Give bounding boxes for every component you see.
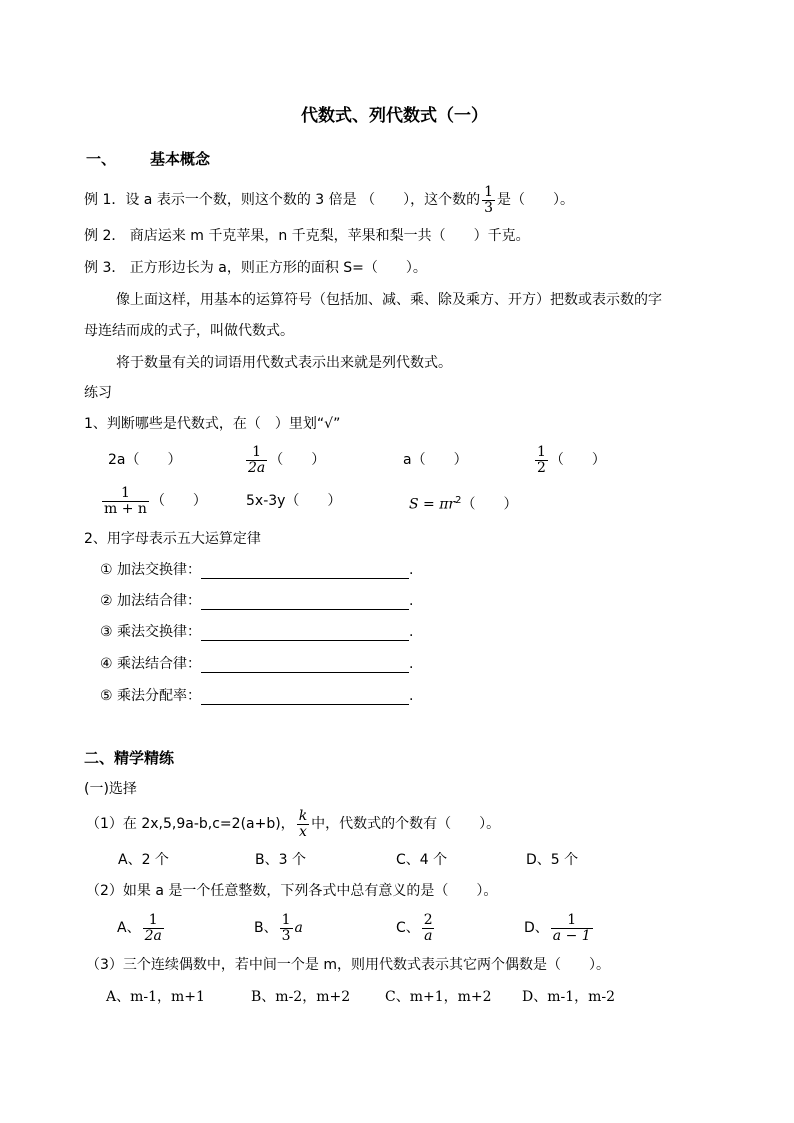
answer-blank[interactable]	[201, 595, 409, 610]
fraction-numerator: 1	[281, 911, 291, 928]
example-1-text-a: 例 1．设 a 表示一个数，则这个数的 3 倍是 （ ），这个数的	[84, 192, 481, 208]
practice-label: 练习	[84, 385, 112, 401]
law-row-4	[100, 655, 413, 673]
practice-item-area-formula	[409, 492, 518, 514]
answer-paren: （ ）	[150, 493, 207, 509]
option-letter: B、	[254, 920, 278, 936]
fraction-denominator: 3	[484, 199, 494, 216]
answer-blank[interactable]	[201, 564, 409, 579]
fraction-one-third	[482, 185, 495, 216]
subsection-label: (一)选择	[84, 781, 137, 797]
law-label: ① 加法交换律：	[100, 562, 202, 578]
example-2: 例 2． 商店运来 m 千克苹果，n 千克梨，苹果和梨一共（ ）千克。	[84, 228, 530, 244]
option-d[interactable]: D、5 个	[526, 852, 579, 868]
practice-item-frac-1-2a	[244, 441, 325, 479]
fraction-denominator: 2	[537, 459, 546, 476]
fraction-k-over-x	[297, 809, 309, 840]
answer-blank[interactable]	[201, 690, 409, 705]
question-text-a: （1）在 2x,5,9a-b,c=2(a+b)，	[86, 816, 295, 832]
fraction	[280, 913, 293, 944]
formula-exponent: 2	[455, 495, 462, 506]
choice-question-2: （2）如果 a 是一个任意整数，下列各式中总有意义的是（ ）。	[86, 883, 498, 899]
fraction	[535, 445, 548, 476]
definition-line-2: 母连结而成的式子，叫做代数式。	[84, 323, 294, 339]
practice-item-2a: 2a（ ）	[108, 452, 182, 468]
choice-question-1	[86, 805, 500, 843]
option-c[interactable]: C、m+1，m+2	[385, 989, 492, 1005]
fraction	[102, 486, 149, 517]
option-variable: a	[294, 920, 303, 936]
fraction-denominator: m + n	[104, 500, 147, 517]
law-period: .	[409, 593, 414, 609]
law-row-1	[100, 561, 413, 579]
section-heading: 基本概念	[150, 150, 211, 168]
answer-blank[interactable]	[201, 658, 409, 673]
question-text-b: 中，代数式的个数有（ ）。	[311, 816, 501, 832]
option-b[interactable]: B、3 个	[255, 852, 306, 868]
definition-line-1: 像上面这样，用基本的运算符号（包括加、减、乘、除及乘方、开方）把数或表示数的字	[116, 292, 662, 308]
practice-item-a: a（ ）	[403, 452, 468, 468]
answer-blank[interactable]	[201, 626, 409, 641]
law-row-2	[100, 592, 413, 610]
fraction-denominator: a − 1	[552, 927, 591, 944]
fraction-numerator: 1	[148, 911, 158, 928]
option-a[interactable]	[117, 909, 166, 947]
fraction	[422, 913, 435, 944]
option-letter: D、	[524, 920, 549, 936]
law-row-5	[100, 687, 413, 705]
fraction-denominator: a	[424, 927, 433, 944]
option-b[interactable]	[254, 909, 303, 947]
practice-item-frac-1-2	[533, 441, 606, 479]
answer-paren: （ ）	[461, 496, 518, 513]
fraction	[143, 913, 164, 944]
definition-line-3: 将于数量有关的词语用代数式表示出来就是列代数式。	[116, 355, 452, 371]
practice-question-1: 1、判断哪些是代数式，在（ ）里划“√”	[84, 416, 341, 432]
fraction	[551, 913, 593, 944]
practice-item-frac-1-mn	[100, 482, 207, 520]
option-a[interactable]: A、2 个	[118, 852, 169, 868]
law-period: .	[409, 562, 414, 578]
option-a[interactable]: A、m-1，m+1	[106, 989, 205, 1005]
law-label: ⑤ 乘法分配率：	[100, 688, 202, 704]
example-3: 例 3． 正方形边长为 a，则正方形的面积 S=（ ）。	[84, 260, 427, 276]
formula-expression: S = πr	[409, 496, 456, 513]
section-number: 一、	[86, 150, 117, 168]
section-2-heading: 二、精学精练	[84, 749, 175, 767]
answer-paren: （ ）	[549, 452, 606, 468]
fraction-numerator: 2	[423, 911, 433, 928]
fraction-numerator: 1	[252, 443, 262, 460]
page-title: 代数式、列代数式（一）	[301, 106, 488, 126]
example-1-text-b: 是（ ）。	[497, 192, 575, 208]
answer-paren: （ ）	[269, 452, 326, 468]
choice-question-3: （3）三个连续偶数中，若中间一个是 m，则用代数式表示其它两个偶数是（ ）。	[86, 957, 610, 973]
law-period: .	[409, 624, 414, 640]
option-b[interactable]: B、m-2，m+2	[251, 989, 351, 1005]
practice-question-2: 2、用字母表示五大运算定律	[84, 531, 261, 547]
fraction-denominator: x	[298, 823, 307, 840]
fraction-numerator: 1	[121, 484, 130, 501]
option-letter: C、	[396, 920, 420, 936]
option-c[interactable]: C、4 个	[396, 852, 448, 868]
law-label: ③ 乘法交换律：	[100, 624, 202, 640]
example-1	[84, 183, 574, 217]
option-d[interactable]	[524, 909, 595, 947]
fraction-denominator: 2a	[144, 927, 162, 944]
law-period: .	[409, 688, 414, 704]
law-period: .	[409, 656, 414, 672]
option-letter: A、	[117, 920, 141, 936]
law-label: ② 加法结合律：	[100, 593, 202, 609]
law-label: ④ 乘法结合律：	[100, 656, 202, 672]
fraction-numerator: 1	[537, 443, 546, 460]
option-c[interactable]	[396, 909, 437, 947]
fraction-denominator: 3	[281, 927, 291, 944]
fraction-numerator: 1	[567, 911, 577, 928]
law-row-3	[100, 623, 413, 641]
fraction-numerator: 1	[484, 183, 494, 200]
fraction-numerator: k	[298, 807, 308, 824]
fraction	[246, 445, 267, 476]
option-d[interactable]: D、m-1，m-2	[522, 989, 616, 1005]
practice-item-5x-3y: 5x-3y（ ）	[246, 493, 342, 509]
fraction-denominator: 2a	[248, 459, 266, 476]
